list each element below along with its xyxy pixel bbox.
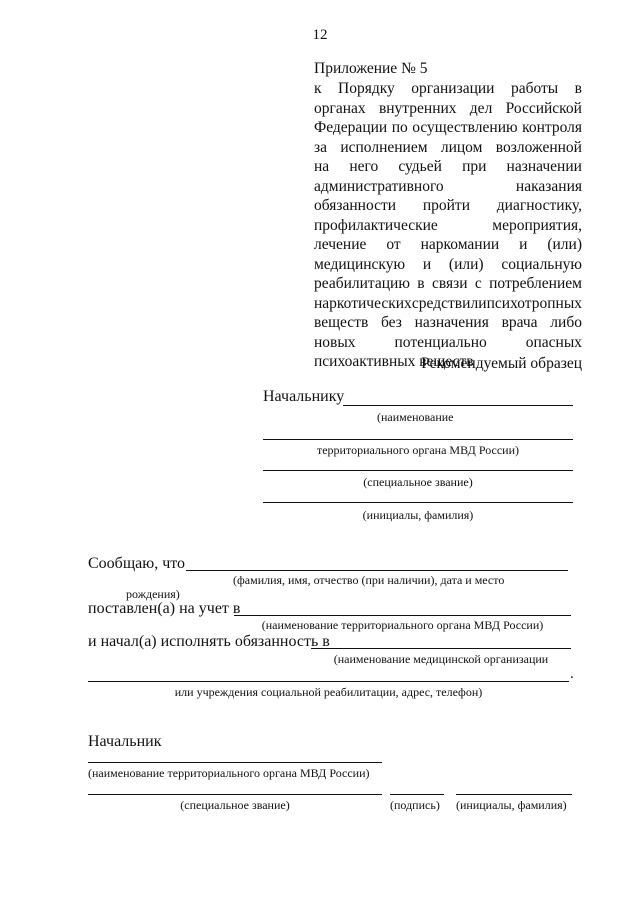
appendix-text: [314, 79, 582, 372]
appendix-line: [314, 255, 582, 275]
signature-sign-line[interactable]: [390, 794, 444, 795]
page-number: 12: [312, 27, 328, 43]
addressee-initials-line[interactable]: [263, 502, 573, 503]
appendix-word: в: [574, 80, 582, 97]
sample-label: Рекомендуемый образец: [421, 355, 582, 372]
addressee-rank-line[interactable]: [263, 470, 573, 471]
appendix-word: судьей: [398, 158, 442, 175]
appendix-title: Приложение № 5: [314, 60, 428, 77]
addressee-rank-caption: (специальное звание): [363, 475, 473, 489]
appendix-word: либо: [550, 314, 582, 331]
appendix-word: при: [462, 158, 487, 175]
appendix-word: мероприятия,: [492, 216, 582, 234]
appendix-word: Российской: [505, 99, 582, 117]
appendix-word: исполнением: [340, 138, 428, 156]
appendix-word: связи: [431, 275, 468, 292]
appendix-line: [314, 313, 582, 333]
rehab-period: .: [570, 666, 574, 682]
report-label: Сообщаю, что: [88, 555, 186, 572]
appendix-word: от: [386, 236, 401, 253]
appendix-line: [314, 294, 582, 314]
appendix-word: лечение: [314, 236, 367, 253]
appendix-word: назначения: [414, 314, 489, 331]
report-caption: (фамилия, имя, отчество (при наличии), дата и место: [233, 573, 505, 587]
signature-initials-caption: (инициалы, фамилия): [456, 798, 567, 812]
appendix-word: наркомании: [420, 236, 500, 253]
registered-organ-line[interactable]: [234, 615, 571, 616]
appendix-word: социальную: [501, 255, 582, 273]
appendix-word: контроля: [522, 119, 582, 136]
appendix-word: лицом: [440, 138, 483, 156]
appendix-word: реабилитацию: [314, 275, 410, 292]
appendix-word: обязанности: [314, 197, 397, 214]
appendix-line: [314, 118, 582, 138]
appendix-word: наркотических: [314, 294, 412, 312]
addressee-label: Начальнику: [263, 388, 345, 405]
addressee-organ-line[interactable]: [263, 439, 573, 440]
appendix-word: потреблением: [489, 275, 582, 292]
signature-rank-line[interactable]: [88, 794, 382, 795]
appendix-word: (или): [448, 255, 484, 273]
appendix-word: или: [462, 294, 487, 312]
appendix-word: на: [314, 158, 330, 175]
addressee-initials-caption: (инициалы, фамилия): [362, 508, 474, 522]
appendix-word: и: [422, 255, 432, 273]
appendix-word: дел: [469, 99, 493, 117]
appendix-line: [314, 157, 582, 177]
rehab-caption: или учреждения социальной реабилитации, адрес, телефон): [174, 685, 483, 699]
appendix-word: по: [391, 119, 408, 136]
appendix-word: возложенной: [495, 138, 582, 156]
appendix-word: к: [314, 80, 322, 97]
appendix-word: опасных: [525, 333, 582, 351]
appendix-word: Федерации: [314, 119, 388, 136]
appendix-line: [314, 196, 582, 216]
appendix-line: [314, 138, 582, 158]
appendix-word: наказания: [515, 177, 582, 195]
started-org-line[interactable]: [311, 648, 571, 649]
report-person-line[interactable]: [186, 570, 568, 571]
signature-organ-line[interactable]: [88, 762, 382, 763]
appendix-line: [314, 99, 582, 119]
appendix-word: потенциально: [394, 333, 487, 351]
registered-label: поставлен(а) на учет в: [88, 600, 241, 617]
appendix-word: медицинскую: [314, 255, 406, 273]
signature-sign-caption: (подпись): [390, 798, 440, 812]
started-caption: (наименование медицинской организации: [333, 652, 549, 666]
appendix-word: диагностику,: [496, 197, 582, 214]
appendix-word: Порядку: [338, 80, 395, 97]
appendix-word: организации: [411, 80, 495, 97]
started-label: и начал(а) исполнять обязанность в: [88, 633, 330, 650]
appendix-word: новых: [314, 333, 356, 351]
report-caption-cont: рождения): [126, 587, 180, 601]
appendix-line: [314, 235, 582, 255]
registered-caption: (наименование территориального органа МВД России): [261, 618, 544, 632]
addressee-name-line[interactable]: [343, 405, 573, 406]
addressee-name-caption: (наименование: [377, 410, 454, 424]
appendix-word: без: [381, 314, 402, 331]
appendix-line: [314, 216, 582, 236]
appendix-word: в: [417, 275, 425, 292]
appendix-word: профилактические: [314, 216, 438, 234]
addressee-organ-caption: территориального органа МВД России): [316, 443, 519, 457]
appendix-line: [314, 177, 582, 197]
rehab-line[interactable]: [88, 681, 569, 682]
signature-rank-caption: (специальное звание): [180, 798, 290, 812]
signature-title: Начальник: [88, 733, 162, 750]
appendix-word: органах: [314, 99, 366, 117]
appendix-word: веществ: [314, 314, 369, 331]
appendix-word: психотропных: [486, 294, 582, 312]
appendix-word: психоактивных веществ: [314, 353, 474, 370]
appendix-word: работы: [510, 80, 559, 97]
appendix-word: (или): [547, 236, 582, 253]
appendix-word: осуществлению: [412, 119, 518, 136]
appendix-word: средств: [411, 294, 463, 312]
appendix-line: [314, 333, 582, 353]
appendix-word: с: [474, 275, 482, 292]
appendix-line: [314, 274, 582, 294]
appendix-word: и: [519, 236, 528, 253]
appendix-word: за: [314, 138, 328, 156]
appendix-word: врача: [501, 314, 538, 331]
appendix-word: него: [349, 158, 379, 175]
appendix-word: назначении: [506, 158, 582, 175]
signature-initials-line[interactable]: [456, 794, 572, 795]
appendix-word: административного: [314, 177, 444, 195]
appendix-line: [314, 79, 582, 99]
appendix-word: внутренних: [378, 99, 457, 117]
signature-organ-caption: (наименование территориального органа МВД России): [88, 766, 370, 780]
appendix-word: пройти: [422, 197, 471, 214]
